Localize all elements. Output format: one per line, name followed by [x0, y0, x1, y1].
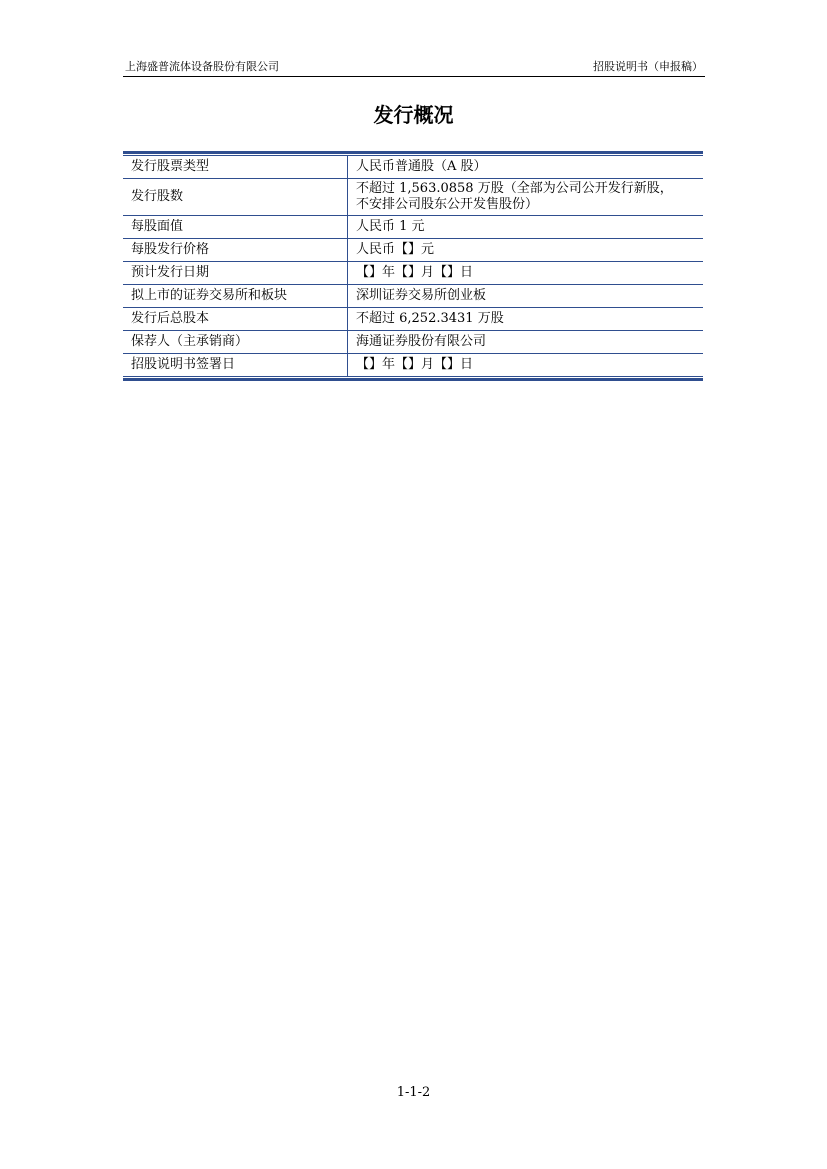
- row-label: 发行股数: [123, 179, 348, 216]
- table-row: [123, 285, 703, 308]
- table-row: [123, 262, 703, 285]
- offering-summary-table: [123, 151, 703, 381]
- row-value: 深圳证券交易所创业板: [348, 285, 704, 308]
- page-title: 发行概况: [373, 103, 454, 127]
- row-value: 不超过 6,252.3431 万股: [348, 308, 704, 331]
- page-header: [123, 60, 705, 77]
- row-label: 发行股票类型: [123, 156, 348, 179]
- header-document-type: 招股说明书（申报稿）: [593, 60, 703, 73]
- row-value: 人民币 1 元: [348, 216, 704, 239]
- row-value: 【】年【】月【】日: [348, 262, 704, 285]
- table-bottom-rule: [123, 378, 703, 381]
- page-number: 1-1-2: [396, 1085, 431, 1100]
- row-value: 【】年【】月【】日: [348, 354, 704, 377]
- row-value: 人民币普通股（A 股）: [356, 159, 487, 174]
- row-label: 预计发行日期: [123, 262, 348, 285]
- row-label: 发行后总股本: [123, 308, 348, 331]
- row-value-line-2: 不安排公司股东公开发售股份）: [356, 197, 539, 212]
- table-row: [123, 156, 703, 179]
- row-label: 每股面值: [123, 216, 348, 239]
- offering-table: [123, 156, 703, 376]
- table-row: [123, 239, 703, 262]
- row-value: 人民币【】元: [348, 239, 704, 262]
- table-row: [123, 308, 703, 331]
- table-row: [123, 331, 703, 354]
- table-row: [123, 354, 703, 377]
- header-company-name: 上海盛普流体设备股份有限公司: [125, 60, 279, 73]
- row-value-line-1: 不超过 1,563.0858 万股（全部为公司公开发行新股，: [356, 181, 673, 196]
- row-label: 每股发行价格: [123, 239, 348, 262]
- table-row: [123, 216, 703, 239]
- row-label: 招股说明书签署日: [123, 354, 348, 377]
- row-value: 海通证券股份有限公司: [348, 331, 704, 354]
- row-label: 拟上市的证券交易所和板块: [123, 285, 348, 308]
- table-bottom-rule-thin: [123, 376, 703, 377]
- table-row: [123, 179, 703, 216]
- row-label: 保荐人（主承销商）: [123, 331, 348, 354]
- table-top-rule: [123, 151, 703, 154]
- row-value: [348, 179, 704, 216]
